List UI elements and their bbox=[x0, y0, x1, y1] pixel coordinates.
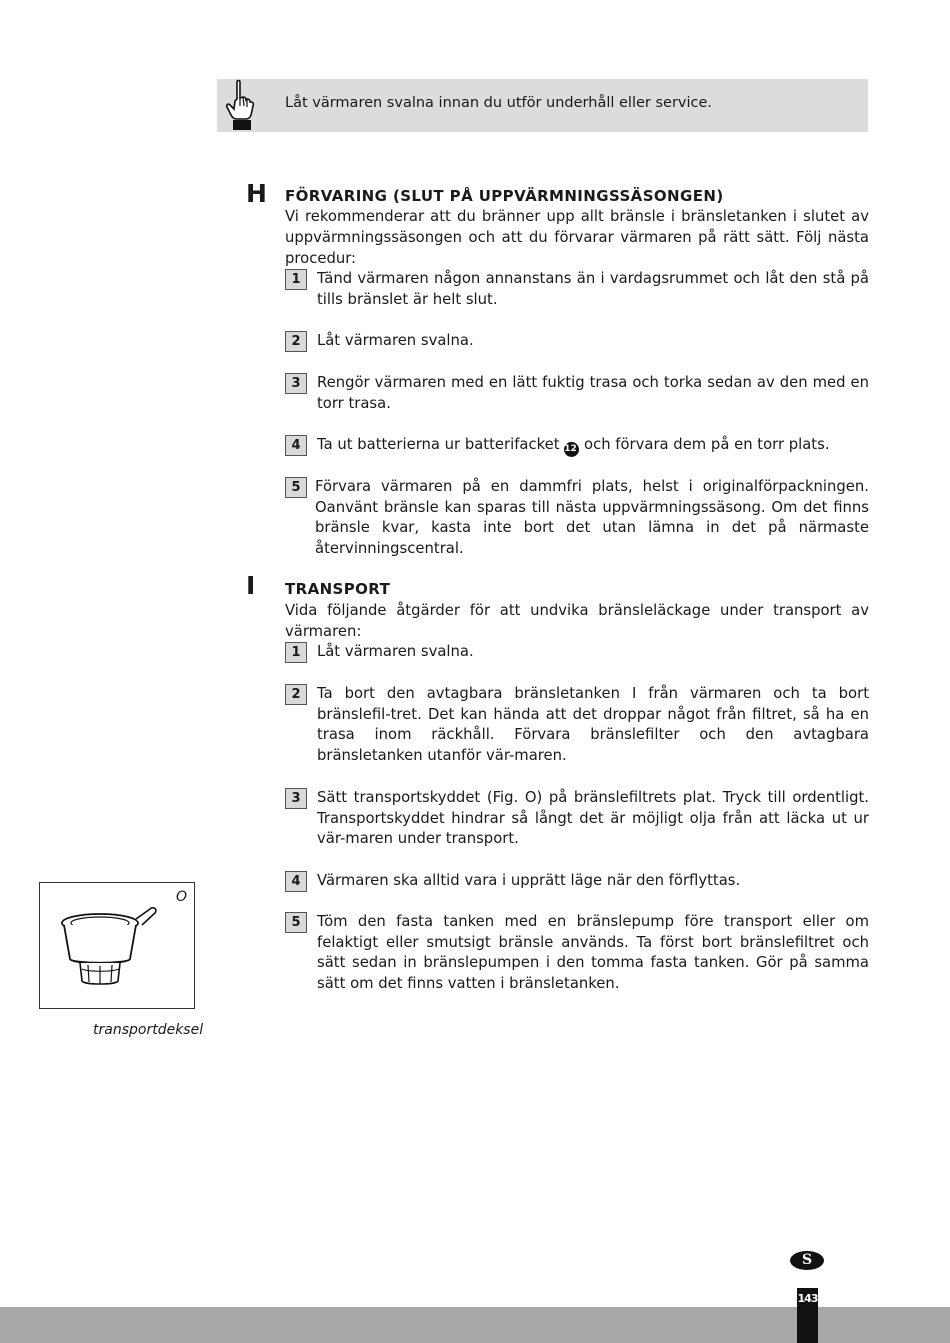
step-number: 5 bbox=[285, 912, 307, 933]
transport-cap-illustration bbox=[58, 901, 168, 996]
pointing-hand-icon bbox=[223, 79, 255, 132]
language-badge: S bbox=[790, 1251, 824, 1270]
step-number: 1 bbox=[285, 642, 307, 663]
step-text: Töm den fasta tanken med en bränslepump före transport eller om felaktigt eller smutsigt bränsle används. Ta först bort bränslefiltret och sätt sedan in bränslepumpen i den tomma fasta tanken. Gör på samma sätt om det finns vatten i bränsletanken. bbox=[317, 913, 869, 993]
section-title-storage: FÖRVARING (SLUT PÅ UPPVÄRMNINGSSÄSONGEN) bbox=[285, 187, 724, 205]
reference-number-badge: 12 bbox=[564, 442, 579, 457]
caution-note-text: Låt värmaren svalna innan du utför underhåll eller service. bbox=[285, 95, 713, 111]
step-number: 3 bbox=[285, 788, 307, 809]
step-text: Värmaren ska alltid vara i upprätt läge när den förflyttas. bbox=[317, 872, 741, 889]
caution-note bbox=[217, 79, 868, 132]
figure-caption: transportdeksel bbox=[93, 1022, 204, 1038]
section-title-transport: TRANSPORT bbox=[285, 580, 391, 598]
step-text-before: Ta ut batterierna ur batterifacket bbox=[317, 436, 560, 453]
step-text: Sätt transportskyddet (Fig. O) på bränslefiltrets plat. Tryck till ordentligt. Transportskyddet hindrar så långt det är möjligt olja från att läcka ut ur vär-maren under transport. bbox=[317, 789, 869, 848]
step-text: Ta bort den avtagbara bränsletanken I från värmaren och ta bort bränslefil-tret. Det kan hända att det droppar något från filtret, så ha en trasa inom räckhåll. Förvara bränslefilter och den avtagbara bränsletanken utanför vär-maren. bbox=[317, 685, 869, 765]
page-number: 143 bbox=[797, 1292, 818, 1305]
step-number: 3 bbox=[285, 373, 307, 394]
figure-transport-cap bbox=[39, 882, 195, 1009]
step-text bbox=[317, 435, 869, 457]
step-text: Låt värmaren svalna. bbox=[317, 332, 474, 349]
step-text: Tänd värmaren någon annanstans än i vardagsrummet och låt den stå på tills bränslet är helt slut. bbox=[317, 270, 869, 308]
step-number: 4 bbox=[285, 871, 307, 892]
step-number: 2 bbox=[285, 684, 307, 705]
figure-label: O bbox=[175, 889, 187, 905]
section-intro-transport: Vida följande åtgärder för att undvika bränsleläckage under transport av värmaren: bbox=[285, 602, 869, 640]
step-text: Rengör värmaren med en lätt fuktig trasa och torka sedan av den med en torr trasa. bbox=[317, 374, 869, 412]
step-number: 1 bbox=[285, 269, 307, 290]
step-number: 5 bbox=[285, 477, 307, 498]
section-letter-i: I bbox=[246, 571, 256, 600]
step-text: Låt värmaren svalna. bbox=[317, 643, 474, 660]
section-letter-h: H bbox=[246, 179, 267, 208]
step-text: Förvara värmaren på en dammfri plats, helst i originalförpackningen. Oanvänt bränsle kan sparas till nästa uppvärmningssäsong. Om det finns bränsle kvar, kasta inte bort det utan lämna in det på närmaste återvinningscentral. bbox=[315, 478, 869, 558]
step-text-after: och förvara dem på en torr plats. bbox=[584, 436, 830, 453]
page-number-tab bbox=[797, 1288, 818, 1343]
step-number: 4 bbox=[285, 435, 307, 456]
section-intro-storage: Vi rekommenderar att du bränner upp allt bränsle i bränsletanken i slutet av uppvärmningssäsongen och att du förvarar värmaren på rätt sätt. Följ nästa procedur: bbox=[285, 208, 869, 267]
step-number: 2 bbox=[285, 331, 307, 352]
